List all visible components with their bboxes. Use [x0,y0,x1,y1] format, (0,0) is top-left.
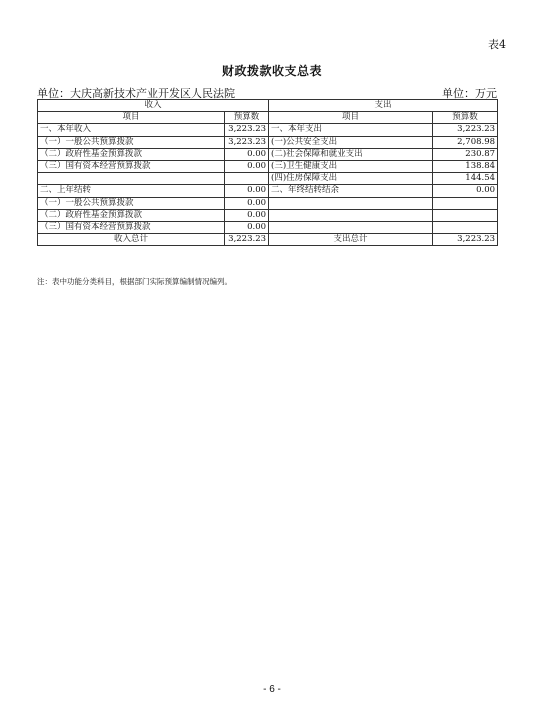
expense-total-value: 3,223.23 [433,234,498,246]
column-header-row [38,112,498,124]
expense-item: (四)住房保障支出 [269,173,433,185]
table-row [38,160,498,172]
income-total-value: 3,223.23 [225,234,269,246]
total-row [38,234,498,246]
expense-item: 一、本年支出 [269,124,433,136]
table-row [38,124,498,136]
table-footnote: 注：表中功能分类科目，根据部门实际预算编制情况编列。 [37,277,232,286]
expense-value: 2,708.98 [433,136,498,148]
expense-value: 230.87 [433,148,498,160]
income-item: （二）政府性基金预算拨款 [38,209,225,221]
expense-value [433,209,498,221]
expense-value: 144.54 [433,173,498,185]
income-item [38,173,225,185]
income-value: 0.00 [225,148,269,160]
organization-unit-label: 单位：大庆高新技术产业开发区人民法院 [37,87,235,100]
expense-item: (二)社会保障和就业支出 [269,148,433,160]
table-row [38,173,498,185]
document-title: 财政拨款收支总表 [221,64,322,78]
income-item: （一）一般公共预算拨款 [38,136,225,148]
table-row [38,209,498,221]
income-value [225,173,269,185]
income-value: 0.00 [225,160,269,172]
expense-item-header: 项目 [269,112,433,124]
expense-item [269,221,433,233]
expense-item: (三)卫生健康支出 [269,160,433,172]
expense-value [433,197,498,209]
expense-value [433,221,498,233]
expense-value: 138.84 [433,160,498,172]
income-item: （二）政府性基金预算拨款 [38,148,225,160]
income-value: 3,223.23 [225,136,269,148]
expense-item: (一)公共安全支出 [269,136,433,148]
fiscal-budget-table [37,99,498,246]
income-item: （一）一般公共预算拨款 [38,197,225,209]
income-header: 收入 [38,100,269,112]
income-value: 0.00 [225,185,269,197]
expense-value: 0.00 [433,185,498,197]
income-value: 0.00 [225,209,269,221]
table-row [38,221,498,233]
expense-header: 支出 [269,100,498,112]
income-item: 二、上年结转 [38,185,225,197]
income-item-header: 项目 [38,112,225,124]
income-value: 0.00 [225,221,269,233]
income-value: 0.00 [225,197,269,209]
income-total-label: 收入总计 [38,234,225,246]
table-row [38,197,498,209]
expense-budget-header: 预算数 [433,112,498,124]
currency-unit-label: 单位：万元 [442,87,497,100]
page-number: - 6 - [263,684,281,695]
income-value: 3,223.23 [225,124,269,136]
income-item: 一、本年收入 [38,124,225,136]
table-number-label: 表4 [488,38,506,51]
table-row [38,136,498,148]
income-item: （三）国有资本经营预算拨款 [38,221,225,233]
group-header-row [38,100,498,112]
expense-item: 二、年终结转结余 [269,185,433,197]
income-budget-header: 预算数 [225,112,269,124]
expense-item [269,209,433,221]
expense-value: 3,223.23 [433,124,498,136]
expense-total-label: 支出总计 [269,234,433,246]
table-row [38,185,498,197]
table-row [38,148,498,160]
income-item: （三）国有资本经营预算拨款 [38,160,225,172]
expense-item [269,197,433,209]
